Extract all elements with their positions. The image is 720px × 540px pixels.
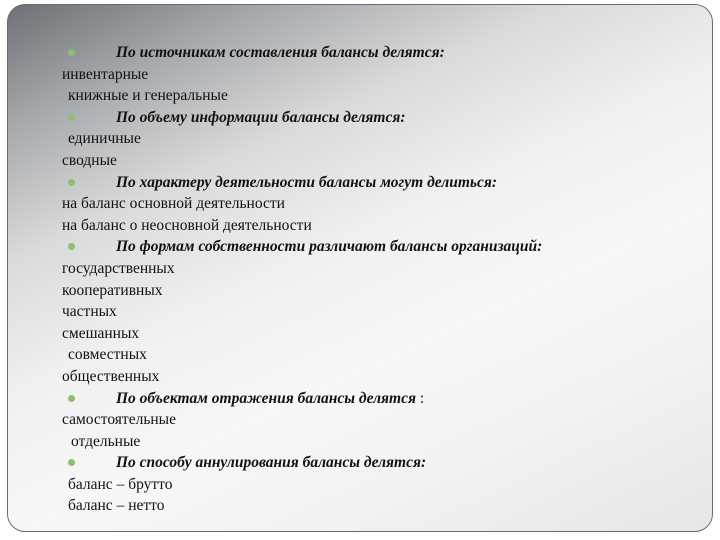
list-item bbox=[62, 323, 712, 345]
list-item bbox=[62, 193, 712, 215]
list-item bbox=[62, 409, 712, 431]
bullet-icon bbox=[68, 114, 75, 121]
item-text: частных bbox=[62, 303, 117, 321]
item-text: смешанных bbox=[62, 324, 140, 342]
item-text: на баланс основной деятельности bbox=[62, 195, 285, 213]
bullet-icon bbox=[68, 243, 75, 250]
bullet-icon bbox=[68, 459, 75, 466]
list-item bbox=[62, 344, 712, 366]
section-heading-activity bbox=[62, 172, 712, 194]
item-text: баланс – нетто bbox=[68, 497, 165, 515]
list-item bbox=[62, 366, 712, 388]
section-heading-volume bbox=[62, 107, 712, 129]
item-text: совместных bbox=[68, 346, 147, 364]
heading-text: По способу аннулирования балансы делятся: bbox=[116, 454, 427, 472]
list-item bbox=[62, 258, 712, 280]
list-item bbox=[62, 495, 712, 517]
section-heading-annulment bbox=[62, 452, 712, 474]
item-text: на баланс о неосновной деятельности bbox=[62, 216, 312, 234]
bullet-icon bbox=[68, 395, 75, 402]
item-text: самостоятельные bbox=[62, 411, 176, 429]
heading-main-text: По объектам отражения балансы делятся bbox=[116, 389, 416, 407]
list-item bbox=[62, 301, 712, 323]
list-item bbox=[62, 64, 712, 86]
item-text: единичные bbox=[68, 130, 141, 148]
bullet-icon bbox=[68, 179, 75, 186]
section-heading-sources bbox=[62, 42, 712, 64]
list-item bbox=[62, 128, 712, 150]
slide-frame bbox=[7, 4, 713, 532]
heading-text: По характеру деятельности балансы могут делиться: bbox=[116, 173, 498, 191]
item-text: книжные и генеральные bbox=[68, 87, 228, 105]
item-text: государственных bbox=[62, 259, 175, 277]
slide-content bbox=[62, 42, 712, 517]
heading-suffix: : bbox=[415, 389, 425, 407]
item-text: кооперативных bbox=[62, 281, 163, 299]
item-text: инвентарные bbox=[62, 65, 149, 83]
heading-text bbox=[116, 388, 424, 410]
list-item bbox=[62, 215, 712, 237]
list-item bbox=[62, 431, 712, 453]
list-item bbox=[62, 150, 712, 172]
list-item bbox=[62, 474, 712, 496]
item-text: баланс – брутто bbox=[68, 475, 173, 493]
bullet-icon bbox=[68, 49, 75, 56]
section-heading-objects bbox=[62, 388, 712, 410]
item-text: общественных bbox=[62, 367, 160, 385]
list-item bbox=[62, 280, 712, 302]
heading-text: По источникам составления балансы делятся: bbox=[116, 44, 445, 61]
section-heading-ownership bbox=[62, 236, 712, 258]
item-text: отдельные bbox=[71, 432, 141, 450]
item-text: сводные bbox=[62, 151, 117, 169]
heading-text: По формам собственности различают балансы организаций: bbox=[116, 238, 543, 256]
heading-text: По объему информации балансы делятся: bbox=[116, 108, 406, 126]
list-item bbox=[62, 85, 712, 107]
